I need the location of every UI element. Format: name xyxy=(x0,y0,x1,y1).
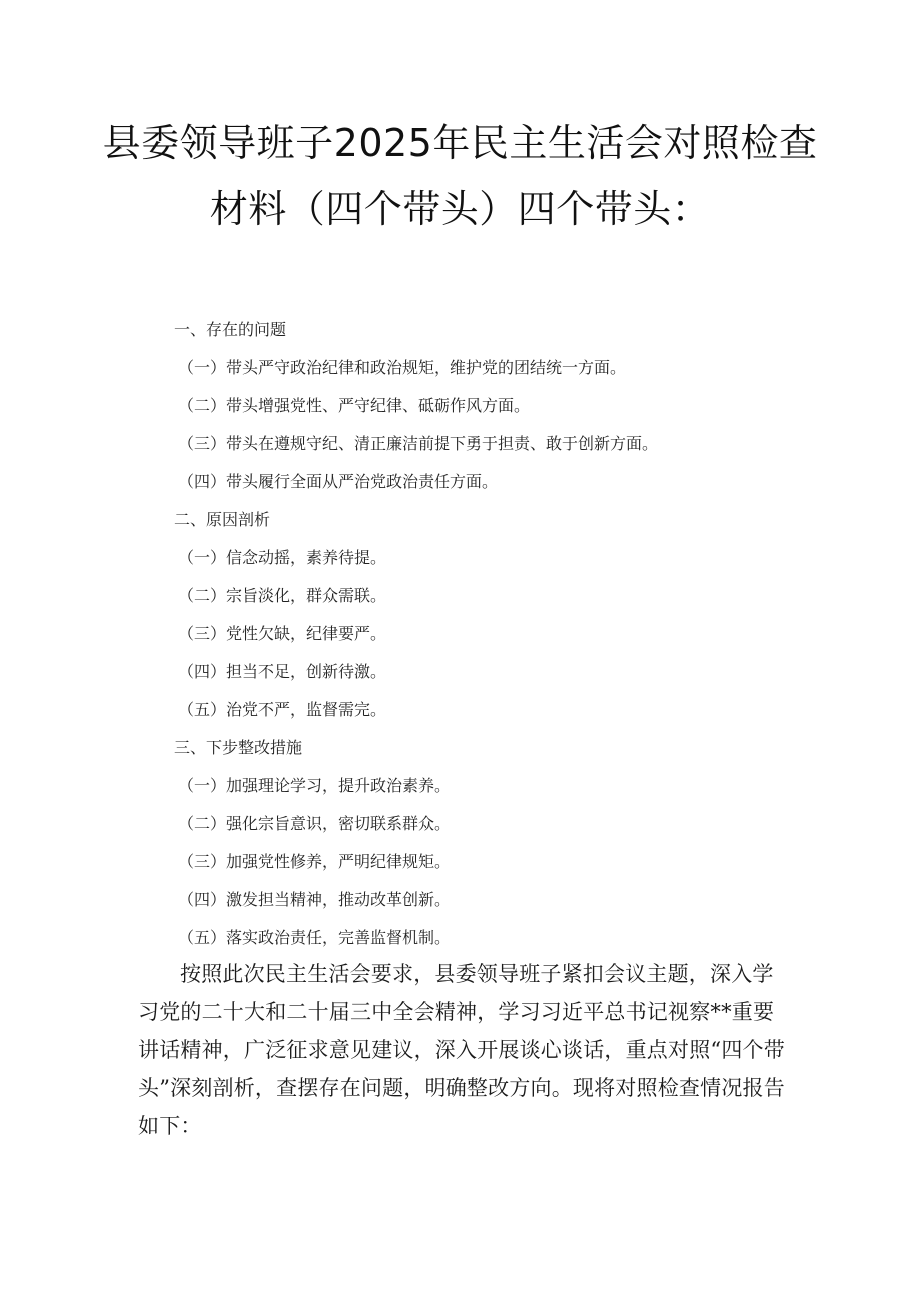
outline-heading: 二、原因剖析 xyxy=(174,510,271,529)
outline-item: （二）强化宗旨意识，密切联系群众。 xyxy=(178,814,451,833)
outline-item: （五）治党不严，监督需完。 xyxy=(178,700,387,719)
document-title-line-1: 县委领导班子2025年民主生活会对照检查 xyxy=(102,121,818,165)
outline-item: （三）加强党性修养，严明纪律规矩。 xyxy=(178,852,451,871)
intro-paragraph: 按照此次民主生活会要求，县委领导班子紧扣会议主题，深入学习党的二十大和二十届三中全会精神，学习习近平总书记视察**重要讲话精神，广泛征求意见建议，深入开展谈心谈话，重点对照“四个带头”深刻剖析，查摆存在问题，明确整改方向。现将对照检查情况报告如下： xyxy=(138,962,785,1138)
outline-item: （四）激发担当精神，推动改革创新。 xyxy=(178,890,451,909)
outline-item: （四）带头履行全面从严治党政治责任方面。 xyxy=(178,472,499,491)
outline-item: （二）宗旨淡化，群众需联。 xyxy=(178,586,387,605)
outline-item: （五）落实政治责任，完善监督机制。 xyxy=(178,928,451,947)
outline-heading: 三、下步整改措施 xyxy=(174,738,303,757)
outline-item: （二）带头增强党性、严守纪律、砥砺作风方面。 xyxy=(178,396,531,415)
outline-item: （一）带头严守政治纪律和政治规矩，维护党的团结统一方面。 xyxy=(178,358,627,377)
outline-list xyxy=(170,318,658,964)
outline-item: （三）党性欠缺，纪律要严。 xyxy=(178,624,387,643)
outline-item: （一）信念动摇，素养待提。 xyxy=(178,548,387,567)
outline-heading: 一、存在的问题 xyxy=(174,320,287,339)
outline-item: （四）担当不足，创新待激。 xyxy=(178,662,387,681)
document-title-line-2: 材料（四个带头）四个带头： xyxy=(209,187,711,231)
outline-item: （三）带头在遵规守纪、清正廉洁前提下勇于担责、敢于创新方面。 xyxy=(178,434,659,453)
outline-item: （一）加强理论学习，提升政治素养。 xyxy=(178,776,451,795)
